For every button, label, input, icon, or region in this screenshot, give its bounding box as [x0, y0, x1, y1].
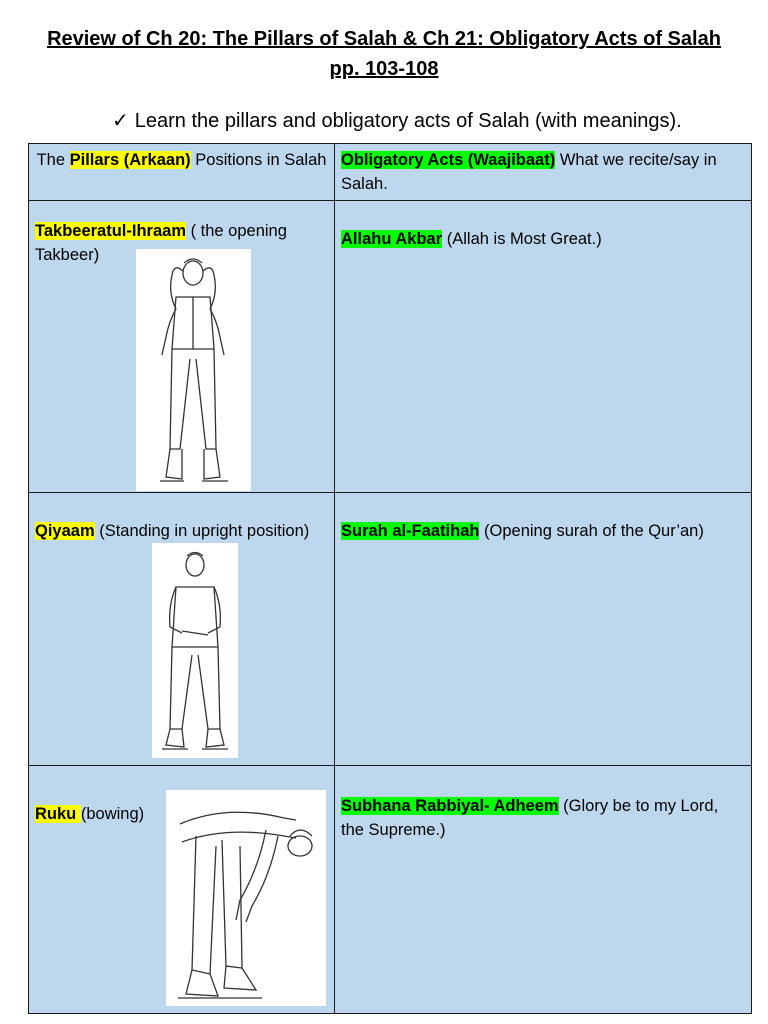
act-name: Surah al-Faatihah	[341, 522, 480, 540]
pillar-cell	[29, 201, 335, 493]
pillar-description: (bowing)	[80, 805, 145, 823]
objective-text: Learn the pillars and obligatory acts of Salah (with meanings).	[134, 110, 682, 132]
pillar-name: Qiyaam	[35, 522, 95, 540]
pillar-description: ( the opening Takbeer)	[35, 222, 287, 264]
obligatory-heading-highlight: Obligatory Acts (Waajibaat)	[341, 151, 556, 169]
pillar-name: Takbeeratul-Ihraam	[35, 222, 186, 240]
table-header-row	[29, 144, 752, 201]
salah-table	[28, 143, 752, 1014]
ruku-figure-image	[166, 790, 326, 1006]
pillar-cell	[29, 493, 335, 766]
pillar-cell	[29, 766, 335, 1014]
qiyaam-figure-image	[152, 543, 238, 758]
pillar-description: (Standing in upright position)	[94, 522, 310, 540]
obligatory-act-cell	[335, 493, 752, 766]
title-line-2: pp. 103-108	[329, 58, 439, 80]
page-title	[20, 24, 748, 84]
act-name: Subhana Rabbiyal- Adheem	[341, 797, 559, 815]
obligatory-act-cell	[335, 201, 752, 493]
header-obligatory-acts: Obligatory Acts (Waajibaat) What we recite/say in Salah.	[335, 144, 752, 201]
title-line-1: Review of Ch 20: The Pillars of Salah & Ch 21: Obligatory Acts of Salah	[47, 28, 721, 50]
header-pillars: The Pillars (Arkaan) Positions in Salah	[29, 144, 335, 201]
checkmark-icon: ✓	[112, 110, 129, 132]
learning-objective	[112, 106, 682, 136]
table-row	[29, 766, 752, 1014]
act-name: Allahu Akbar	[341, 230, 443, 248]
act-description: (Opening surah of the Qur’an)	[479, 522, 704, 540]
obligatory-act-cell	[335, 766, 752, 1014]
table-row	[29, 493, 752, 766]
takbeer-figure-image	[136, 249, 251, 491]
pillar-name: Ruku	[35, 805, 81, 823]
act-description: (Allah is Most Great.)	[442, 230, 602, 248]
pillars-heading-highlight: Pillars (Arkaan)	[69, 151, 191, 169]
table-row	[29, 201, 752, 493]
act-description: (Glory be to my Lord, the Supreme.)	[341, 797, 719, 839]
